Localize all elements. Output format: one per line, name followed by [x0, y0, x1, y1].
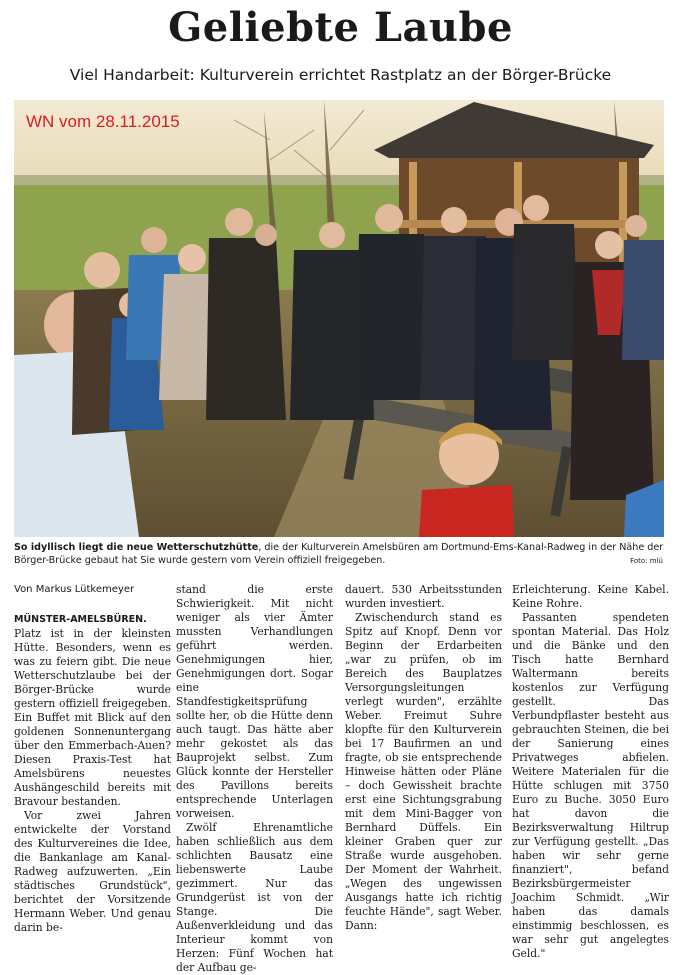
- subheadline: Viel Handarbeit: Kulturverein errichtet Rastplatz an der Börger-Brücke: [69, 66, 612, 84]
- article-photo: [14, 100, 664, 537]
- photo-illustration: [14, 100, 664, 537]
- paragraph: dauert. 530 Arbeitsstunden wurden investiert.: [345, 583, 502, 610]
- article-column-4: [512, 583, 669, 961]
- photo-caption: [14, 542, 664, 567]
- paragraph: Erleichterung. Keine Kabel. Keine Rohre.: [512, 583, 669, 610]
- paragraph: Zwölf Ehrenamtliche haben schließlich aus dem schlichten Bausatz eine liebenswerte Laube gezimmert. Nur das Grundgerüst ist von der Stange. Die Außenverkleidung und das Interieur kommt von Herzen: Fünf Wochen hat der Aufbau ge-: [176, 821, 333, 974]
- caption-text: , die der Kulturverein Amelsbüren am Dortmund-Ems-Kanal-Radweg in der Nähe der Börger-Brücke gebaut hat Sie wurde gestern vom Verein offiziell freigegeben.: [14, 542, 664, 566]
- byline: Von Markus Lütkemeyer: [14, 584, 135, 595]
- paragraph: Zwischendurch stand es Spitz auf Knopf. Denn vor Beginn der Erdarbeiten „war zu prüfen, ob im Bereich des Bauplatzes Versorgungsleitungen verlegt wurden", erzählte Weber. Freimut Suhre klopfte für den Kulturverein bei 17 Baufirmen an und fragte, ob sie entsprechende Hinweise hätten oder Pläne – doch Gewissheit brachte erst eine Sichtungsgrabung mit dem Mini-Bagger von Bernhard Düffels. Ein kleiner Graben quer zur Straße wurde ausgehoben. Der Moment der Wahrheit. „Wegen des ungewissen Ausgangs hatte ich richtig feuchte Hände", sagt Weber. Dann:: [345, 611, 502, 932]
- paragraph: Vor zwei Jahren entwickelte der Vorstand des Kulturvereines die Idee, die Bankanlage am Kanal-Radweg aufzuwerten. „Ein städtisches Grundstück", berichtet der Vorsitzende Hermann Weber. Und genau darin be-: [14, 809, 171, 934]
- caption-lead: So idyllisch liegt die neue Wetterschutzhütte: [14, 542, 259, 553]
- paragraph: Passanten spendeten spontan Material. Das Holz und die Bänke und den Tisch hatte Bernhard Waltermann bereits kostenlos zur Verfügung gestellt. Das Verbundpflaster besteht aus gebrauchten Steinen, die bei der Sanierung eines Privatweges abfielen. Weitere Materialen für die Hütte schlugen mit 3750 Euro zu Buche. 3050 Euro hat davon die Bezirksverwaltung Hiltrup zur Verfügung gestellt. „Das haben wir sehr gerne finanziert", befand Bezirksbürgermeister Joachim Schmidt. „Wir haben das damals einstimmig beschlossen, es war sehr gut angelegtes Geld.": [512, 611, 669, 960]
- paragraph: Platz ist in der kleinsten Hütte. Besonders, wenn es was zu feiern gibt. Die neue Wetterschutzlaube bei der Börger-Brücke wurde gestern offiziell freigegeben. Ein Buffet mit Blick auf den goldenen Sonnenuntergang über den Emmerbach-Auen? Diesen Praxis-Test hat Amelsbürens neuestes Aushängeschild bereits mit Bravour bestanden.: [14, 627, 171, 808]
- photo-credit: Foto: mlü: [630, 557, 663, 565]
- dateline: MÜNSTER-AMELSBÜREN.: [14, 614, 147, 625]
- article-column-3: [345, 583, 502, 933]
- article-column-1: [14, 612, 171, 935]
- article-column-2: [176, 583, 333, 975]
- paragraph: stand die erste Schwierigkeit. Mit nicht weniger als vier Ämter mussten Verhandlungen geführt werden. Genehmigungen hier, Genehmigungen dort. Sogar eine Standfestigkeitsprüfung sollte her, ob die Hütte denn auch taugt. Das hätte aber mehr gekostet als das Bauprojekt selbst. Zum Glück konnte der Hersteller des Pavillons bereits entsprechende Unterlagen vorweisen.: [176, 583, 333, 820]
- headline: Geliebte Laube: [168, 4, 513, 51]
- publication-stamp: WN vom 28.11.2015: [26, 112, 180, 131]
